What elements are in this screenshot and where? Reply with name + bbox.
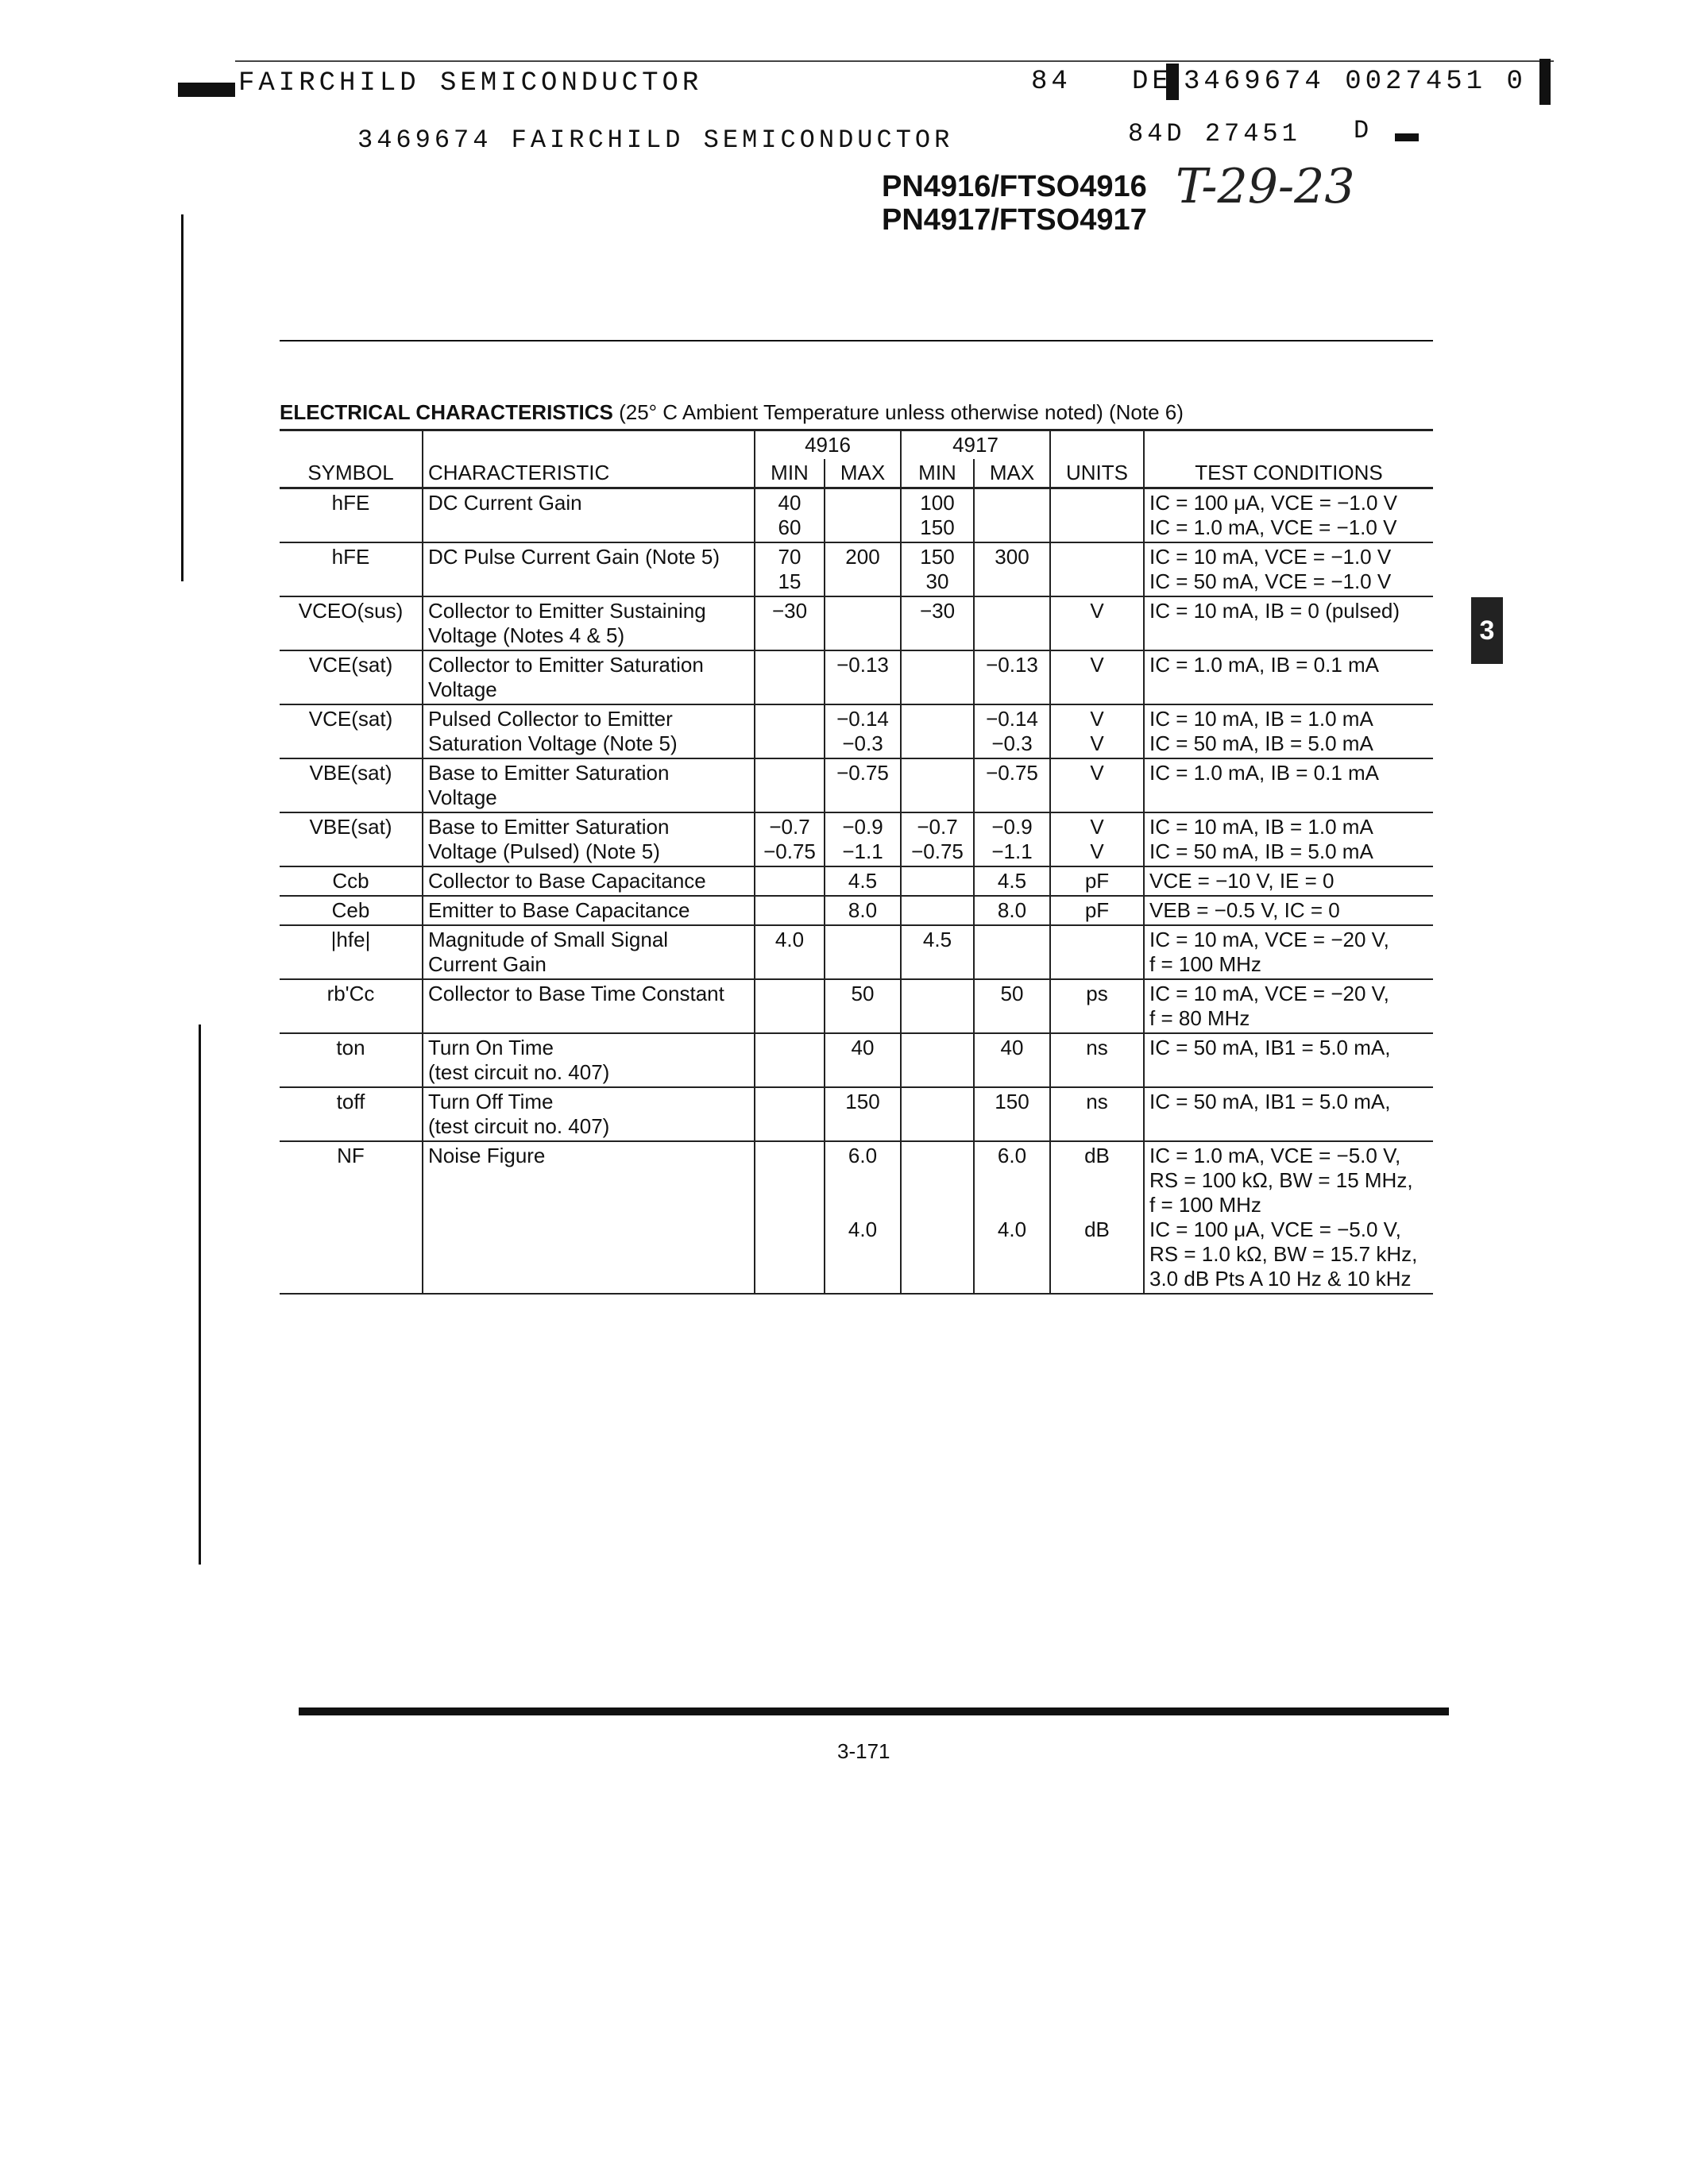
max-4916-cell: −0.75 (825, 758, 901, 812)
test-conditions-cell: IC = 10 mA, VCE = −20 V, f = 100 MHz (1144, 925, 1433, 979)
max-4917-cell: −0.13 (974, 650, 1050, 704)
max-4916-cell (825, 925, 901, 979)
symbol-cell: VCEO(sus) (280, 596, 423, 650)
sub-letter: D (1354, 116, 1373, 145)
col-characteristic: CHARACTERISTIC (423, 430, 755, 488)
min-4917-cell: −30 (901, 596, 974, 650)
table-body (280, 488, 1433, 1295)
min-4917-cell (901, 758, 974, 812)
units-cell: V (1050, 596, 1144, 650)
max-4916-cell: 200 (825, 542, 901, 596)
characteristic-cell: Base to Emitter Saturation Voltage (423, 758, 755, 812)
header-mark-right (1539, 59, 1551, 105)
col-group-4917: 4917 (901, 430, 1050, 460)
max-4917-cell: −0.9 −1.1 (974, 812, 1050, 866)
characteristic-cell: Turn Off Time (test circuit no. 407) (423, 1087, 755, 1141)
min-4916-cell (755, 758, 825, 812)
header-rule (235, 60, 1554, 62)
test-conditions-cell: IC = 1.0 mA, VCE = −5.0 V, RS = 100 kΩ, BW = 15 MHz, f = 100 MHz IC = 100 μA, VCE = −5.0 V, RS = 1.0 kΩ, BW = 15.7 kHz, 3.0 dB Pts A 10 Hz & 10 kHz (1144, 1141, 1433, 1294)
min-4916-cell (755, 1033, 825, 1087)
min-4916-cell: 70 15 (755, 542, 825, 596)
col-min-4916: MIN (755, 459, 825, 488)
units-cell: ns (1050, 1087, 1144, 1141)
test-conditions-cell: IC = 10 mA, IB = 1.0 mA IC = 50 mA, IB = 5.0 mA (1144, 704, 1433, 758)
test-conditions-cell: IC = 10 mA, IB = 1.0 mA IC = 50 mA, IB = 5.0 mA (1144, 812, 1433, 866)
units-cell (1050, 542, 1144, 596)
min-4917-cell (901, 896, 974, 925)
max-4917-cell: 4.5 (974, 866, 1050, 896)
test-conditions-cell: IC = 100 μA, VCE = −1.0 V IC = 1.0 mA, VCE = −1.0 V (1144, 488, 1433, 543)
min-4917-cell: 150 30 (901, 542, 974, 596)
characteristic-cell: DC Pulse Current Gain (Note 5) (423, 542, 755, 596)
max-4916-cell: −0.9 −1.1 (825, 812, 901, 866)
section-tab: 3 (1471, 597, 1503, 664)
top-rule (280, 340, 1433, 341)
test-conditions-cell: IC = 1.0 mA, IB = 0.1 mA (1144, 758, 1433, 812)
table-row (280, 896, 1433, 925)
max-4917-cell: 40 (974, 1033, 1050, 1087)
part-number-1: PN4916/FTSO4916 (882, 170, 1147, 203)
max-4917-cell: −0.75 (974, 758, 1050, 812)
symbol-cell: toff (280, 1087, 423, 1141)
symbol-cell: hFE (280, 488, 423, 543)
min-4917-cell (901, 1141, 974, 1294)
test-conditions-cell: VCE = −10 V, IE = 0 (1144, 866, 1433, 896)
section-title-bold: ELECTRICAL CHARACTERISTICS (280, 400, 613, 424)
table-row (280, 979, 1433, 1033)
max-4916-cell: 40 (825, 1033, 901, 1087)
header-code1: 84 (1031, 67, 1072, 97)
max-4916-cell (825, 488, 901, 543)
col-max-4916: MAX (825, 459, 901, 488)
units-cell: pF (1050, 896, 1144, 925)
handwritten-note: T-29-23 (1176, 159, 1355, 214)
min-4916-cell (755, 704, 825, 758)
characteristic-cell: Magnitude of Small Signal Current Gain (423, 925, 755, 979)
min-4917-cell (901, 979, 974, 1033)
test-conditions-cell: IC = 50 mA, IB1 = 5.0 mA, (1144, 1033, 1433, 1087)
min-4916-cell (755, 866, 825, 896)
units-cell: ns (1050, 1033, 1144, 1087)
units-cell: V V (1050, 812, 1144, 866)
col-test-conditions: TEST CONDITIONS (1144, 430, 1433, 488)
test-conditions-cell: IC = 10 mA, VCE = −1.0 V IC = 50 mA, VCE = −1.0 V (1144, 542, 1433, 596)
symbol-cell: VCE(sat) (280, 650, 423, 704)
max-4916-cell: 8.0 (825, 896, 901, 925)
units-cell: dB dB (1050, 1141, 1144, 1294)
min-4916-cell (755, 1141, 825, 1294)
sub-mark (1395, 133, 1419, 141)
min-4917-cell: −0.7 −0.75 (901, 812, 974, 866)
symbol-cell: rb'Cc (280, 979, 423, 1033)
test-conditions-cell: IC = 50 mA, IB1 = 5.0 mA, (1144, 1087, 1433, 1141)
section-title (280, 400, 1184, 425)
min-4916-cell: 40 60 (755, 488, 825, 543)
units-cell: V V (1050, 704, 1144, 758)
max-4917-cell: −0.14 −0.3 (974, 704, 1050, 758)
bottom-rule (299, 1707, 1449, 1715)
min-4917-cell: 4.5 (901, 925, 974, 979)
col-min-4917: MIN (901, 459, 974, 488)
max-4917-cell: 150 (974, 1087, 1050, 1141)
col-units: UNITS (1050, 430, 1144, 488)
min-4916-cell: −0.7 −0.75 (755, 812, 825, 866)
header-code-84 (1031, 67, 1172, 97)
max-4916-cell: 6.0 4.0 (825, 1141, 901, 1294)
page-number: 3-171 (837, 1739, 890, 1763)
header-brand: FAIRCHILD SEMICONDUCTOR (238, 68, 703, 98)
characteristic-cell: Turn On Time (test circuit no. 407) (423, 1033, 755, 1087)
max-4916-cell: 150 (825, 1087, 901, 1141)
characteristic-cell: DC Current Gain (423, 488, 755, 543)
header-doc-code: 3469674 0027451 0 (1184, 67, 1527, 97)
test-conditions-cell: IC = 10 mA, IB = 0 (pulsed) (1144, 596, 1433, 650)
characteristic-cell: Collector to Emitter Sustaining Voltage (Notes 4 & 5) (423, 596, 755, 650)
left-margin-line-1 (181, 214, 183, 581)
max-4917-cell: 50 (974, 979, 1050, 1033)
max-4916-cell: −0.14 −0.3 (825, 704, 901, 758)
units-cell: V (1050, 758, 1144, 812)
max-4916-cell: 4.5 (825, 866, 901, 896)
min-4917-cell (901, 866, 974, 896)
symbol-cell: Ccb (280, 866, 423, 896)
characteristic-cell: Collector to Base Capacitance (423, 866, 755, 896)
min-4917-cell (901, 1033, 974, 1087)
table-row (280, 488, 1433, 543)
part-number-2: PN4917/FTSO4917 (882, 203, 1147, 237)
symbol-cell: Ceb (280, 896, 423, 925)
symbol-cell: hFE (280, 542, 423, 596)
max-4916-cell: 50 (825, 979, 901, 1033)
sub-header: 3469674 FAIRCHILD SEMICONDUCTOR (357, 125, 954, 155)
units-cell (1050, 925, 1144, 979)
max-4917-cell: 8.0 (974, 896, 1050, 925)
min-4917-cell (901, 1087, 974, 1141)
table-row (280, 1141, 1433, 1294)
min-4916-cell (755, 650, 825, 704)
col-symbol: SYMBOL (280, 430, 423, 488)
characteristic-cell: Base to Emitter Saturation Voltage (Pulsed) (Note 5) (423, 812, 755, 866)
symbol-cell: VCE(sat) (280, 704, 423, 758)
units-cell (1050, 488, 1144, 543)
max-4917-cell (974, 925, 1050, 979)
min-4916-cell (755, 979, 825, 1033)
min-4916-cell: −30 (755, 596, 825, 650)
table-row (280, 925, 1433, 979)
max-4916-cell (825, 596, 901, 650)
left-margin-line-2 (199, 1024, 201, 1565)
table-row (280, 812, 1433, 866)
table-row (280, 704, 1433, 758)
units-cell: V (1050, 650, 1144, 704)
characteristic-cell: Emitter to Base Capacitance (423, 896, 755, 925)
symbol-cell: VBE(sat) (280, 812, 423, 866)
characteristic-cell: Collector to Emitter Saturation Voltage (423, 650, 755, 704)
min-4917-cell: 100 150 (901, 488, 974, 543)
electrical-characteristics-table (280, 429, 1433, 1295)
table-row (280, 758, 1433, 812)
table-row (280, 866, 1433, 896)
min-4916-cell (755, 1087, 825, 1141)
test-conditions-cell: VEB = −0.5 V, IC = 0 (1144, 896, 1433, 925)
characteristic-cell: Noise Figure (423, 1141, 755, 1294)
min-4917-cell (901, 704, 974, 758)
max-4917-cell (974, 596, 1050, 650)
sub-code: 84D 27451 (1128, 119, 1301, 149)
max-4917-cell (974, 488, 1050, 543)
table-row (280, 1087, 1433, 1141)
min-4916-cell: 4.0 (755, 925, 825, 979)
symbol-cell: VBE(sat) (280, 758, 423, 812)
symbol-cell: |hfe| (280, 925, 423, 979)
symbol-cell: ton (280, 1033, 423, 1087)
max-4916-cell: −0.13 (825, 650, 901, 704)
characteristic-cell: Pulsed Collector to Emitter Saturation Voltage (Note 5) (423, 704, 755, 758)
characteristic-cell: Collector to Base Time Constant (423, 979, 755, 1033)
max-4917-cell: 300 (974, 542, 1050, 596)
header-mark-left (178, 83, 235, 97)
table-row (280, 1033, 1433, 1087)
table-row (280, 596, 1433, 650)
test-conditions-cell: IC = 1.0 mA, IB = 0.1 mA (1144, 650, 1433, 704)
test-conditions-cell: IC = 10 mA, VCE = −20 V, f = 80 MHz (1144, 979, 1433, 1033)
col-group-4916: 4916 (755, 430, 901, 460)
header-code2: DE (1132, 67, 1172, 97)
units-cell: ps (1050, 979, 1144, 1033)
section-title-rest: (25° C Ambient Temperature unless otherwise noted) (Note 6) (612, 400, 1184, 424)
symbol-cell: NF (280, 1141, 423, 1294)
max-4917-cell: 6.0 4.0 (974, 1141, 1050, 1294)
units-cell: pF (1050, 866, 1144, 896)
table-row (280, 542, 1433, 596)
col-max-4917: MAX (974, 459, 1050, 488)
table-row (280, 650, 1433, 704)
min-4917-cell (901, 650, 974, 704)
min-4916-cell (755, 896, 825, 925)
